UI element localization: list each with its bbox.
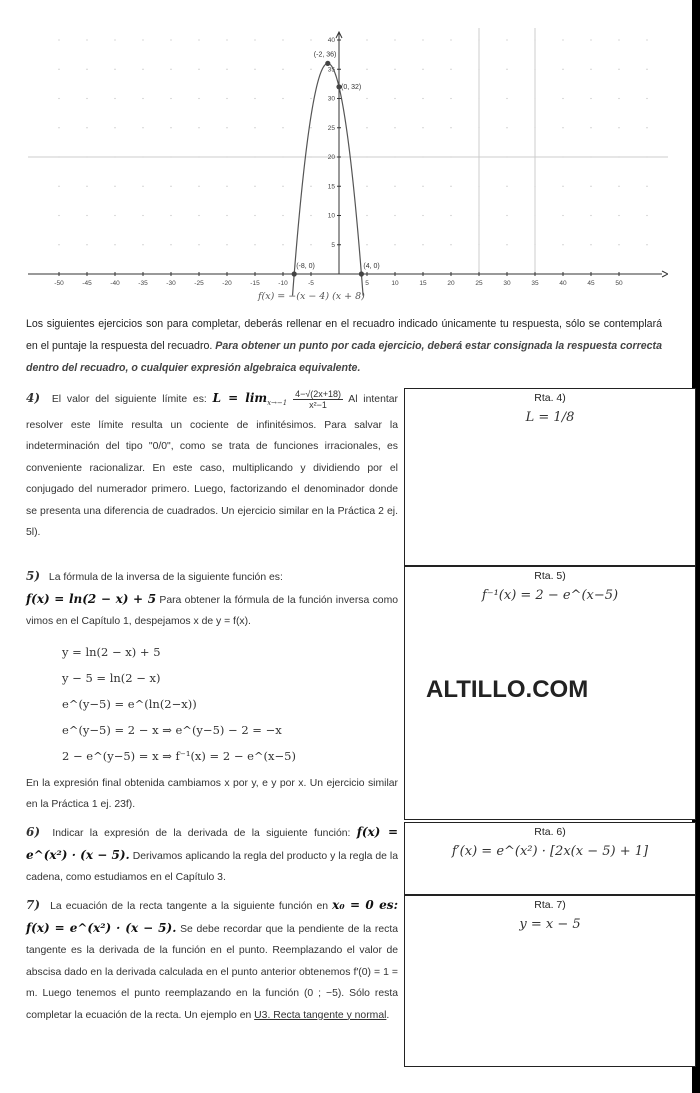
grid-dot (254, 69, 255, 70)
watermark-logo: ALTILLO.COM (426, 676, 589, 703)
x-tick-label: 25 (475, 280, 483, 287)
grid-dot (646, 69, 647, 70)
grid-dot (310, 186, 311, 187)
answer-box-6[interactable] (404, 822, 696, 895)
grid-dot (114, 69, 115, 70)
y-tick-label: 10 (327, 212, 335, 220)
y-tick-label: 20 (327, 154, 335, 161)
grid-dot (170, 39, 171, 40)
grid-dot (310, 98, 311, 99)
exercise-4-number: 4) (26, 391, 41, 405)
grid-dot (254, 244, 255, 245)
grid-dot (562, 98, 563, 99)
grid-dot (618, 98, 619, 99)
y-tick-label: 30 (327, 95, 335, 103)
grid-dot (282, 98, 283, 99)
grid-dot (58, 186, 59, 187)
grid-dot (590, 215, 591, 216)
grid-dot (58, 127, 59, 128)
x-tick-label: -40 (110, 280, 120, 287)
grid-dot (394, 98, 395, 99)
step-2: y − 5 = ln(2 − x) (62, 670, 161, 685)
grid-dot (506, 39, 507, 40)
grid-dot (366, 69, 367, 70)
grid-dot (254, 98, 255, 99)
grid-dot (114, 244, 115, 245)
grid-dot (646, 244, 647, 245)
grid-dot (226, 39, 227, 40)
x-tick-label: -15 (250, 280, 260, 287)
grid-dot (618, 39, 619, 40)
y-tick-label: 15 (327, 183, 335, 191)
grid-dot (58, 215, 59, 216)
grid-dot (590, 98, 591, 99)
grid-dot (282, 186, 283, 187)
grid-dot (422, 98, 423, 99)
x-tick-label: 35 (531, 280, 539, 287)
grid-dot (422, 186, 423, 187)
exercise-4-limit-sub: x→−1 (267, 399, 288, 408)
grid-dot (506, 186, 507, 187)
x-tick-label: -20 (222, 280, 232, 287)
exercise-5-body: Para obtener la fórmula de la función inversa como vimos en el Capítulo 1, despejamos x de y = f(x). (26, 594, 398, 627)
instructions (26, 313, 662, 379)
point-marker (325, 61, 330, 66)
grid-dot (226, 186, 227, 187)
grid-dot (282, 39, 283, 40)
grid-dot (86, 39, 87, 40)
grid-dot (394, 215, 395, 216)
grid-dot (226, 127, 227, 128)
grid-dot (58, 69, 59, 70)
exercise-5-after: En la expresión final obtenida cambiamos x por y, e y por x. Un ejercicio similar en la Práctica 1 ej. 23f). (26, 777, 398, 810)
x-tick-label: -10 (278, 280, 288, 287)
grid-dot (226, 215, 227, 216)
grid-dot (282, 215, 283, 216)
step-3: e^(y−5) = e^(ln(2−x)) (62, 696, 197, 711)
grid-dot (310, 69, 311, 70)
grid-dot (646, 98, 647, 99)
point-marker (359, 271, 364, 276)
exercise-7-number: 7) (26, 898, 41, 912)
exercise-4 (26, 388, 398, 544)
exercise-5-number: 5) (26, 569, 41, 583)
x-tick-label: -30 (166, 280, 176, 287)
exercise-7-lead: La ecuación de la recta tangente a la siguiente función en (50, 901, 333, 912)
grid-dot (366, 98, 367, 99)
grid-dot (198, 69, 199, 70)
grid-dot (422, 215, 423, 216)
exercise-4-lead: El valor del siguiente límite es: (51, 394, 213, 405)
grid-dot (450, 186, 451, 187)
grid-dot (226, 244, 227, 245)
grid-dot (394, 186, 395, 187)
x-tick-label: 10 (391, 280, 399, 287)
grid-dot (170, 244, 171, 245)
x-tick-label: -25 (194, 280, 204, 287)
grid-dot (562, 69, 563, 70)
grid-dot (86, 98, 87, 99)
exercise-5-steps (62, 639, 398, 769)
grid-dot (254, 186, 255, 187)
grid-dot (366, 215, 367, 216)
x-tick-label: 40 (559, 280, 567, 287)
step-1: y = ln(2 − x) + 5 (62, 644, 161, 659)
x-tick-label: 5 (365, 280, 369, 287)
exercise-5-lead: La fórmula de la inversa de la siguiente función es: (48, 572, 283, 583)
grid-dot (646, 127, 647, 128)
grid-dot (618, 215, 619, 216)
x-tick-label: -45 (82, 280, 92, 287)
grid-dot (282, 69, 283, 70)
grid-dot (254, 39, 255, 40)
grid-dot (394, 39, 395, 40)
exercise-6-lead: Indicar la expresión de la derivada de la siguiente función: (52, 828, 357, 839)
step-5: 2 − e^(y−5) = x ⇒ f⁻¹(x) = 2 − e^(x−5) (62, 748, 296, 763)
exercise-5-formula: f(x) = ln(2 − x) + 5 (26, 591, 157, 606)
grid-dot (198, 39, 199, 40)
grid-dot (366, 127, 367, 128)
grid-dot (310, 127, 311, 128)
x-tick-label: -35 (138, 280, 148, 287)
x-tick-label: -50 (54, 280, 64, 287)
grid-dot (450, 98, 451, 99)
x-tick-label: 50 (615, 280, 623, 287)
grid-dot (590, 186, 591, 187)
grid-dot (590, 69, 591, 70)
grid-dot (310, 215, 311, 216)
grid-dot (562, 215, 563, 216)
grid-dot (114, 186, 115, 187)
grid-dot (86, 244, 87, 245)
grid-dot (562, 127, 563, 128)
grid-dot (394, 244, 395, 245)
grid-dot (170, 98, 171, 99)
grid-dot (450, 69, 451, 70)
x-tick-label: -5 (308, 280, 314, 287)
grid-dot (422, 39, 423, 40)
instructions-text: Los siguientes ejercicios son para completar, deberás rellenar en el recuadro indicado únicamente tu respuesta, sólo se contemplará en el puntaje la respuesta del recuadro. (26, 318, 662, 352)
exercise-7-formula: x₀ = 0 es: f(x) = e^(x²) · (x − 5). (26, 898, 398, 935)
grid-dot (590, 127, 591, 128)
grid-dot (366, 39, 367, 40)
point-label: (-8, 0) (296, 263, 315, 270)
grid-dot (422, 244, 423, 245)
parabola-graph (28, 28, 668, 306)
grid-dot (114, 215, 115, 216)
grid-dot (618, 127, 619, 128)
y-tick-label: 35 (327, 66, 335, 74)
exercise-7-tail: . (386, 1009, 390, 1021)
grid-dot (86, 186, 87, 187)
grid-dot (450, 39, 451, 40)
grid-dot (450, 244, 451, 245)
grid-dot (142, 186, 143, 187)
exercise-4-fraction (293, 389, 343, 410)
grid-dot (506, 98, 507, 99)
grid-dot (506, 69, 507, 70)
y-tick-label: 25 (327, 124, 335, 132)
grid-dot (618, 244, 619, 245)
grid-dot (394, 127, 395, 128)
grid-dot (450, 215, 451, 216)
grid-dot (422, 127, 423, 128)
function-label: f(x) = −(x − 4) (x + 8) (258, 291, 365, 302)
grid-dot (366, 186, 367, 187)
fraction-numerator: 4−√(2x+18) (295, 388, 342, 399)
exercise-6-number: 6) (26, 825, 41, 839)
exercise-4-body: Al intentar resolver este límite resulta un cociente de infinitésimos. Para salvar la indeterminación del tipo "0/0", como se trata de funciones irracionales, es conveniente racionalizar. En este caso, multiplicando y dividiendo por el conjugado del numerador primero. Luego, factorizando el denominador donde se presenta una diferencia de cuadrados. Un ejercicio similar en la Práctica 2 ej. 5l). (26, 394, 398, 539)
grid-dot (142, 215, 143, 216)
grid-dot (86, 215, 87, 216)
answer-7-label: Rta. 7) (534, 899, 566, 911)
grid-dot (618, 186, 619, 187)
grid-dot (114, 98, 115, 99)
grid-dot (450, 127, 451, 128)
answer-box-7[interactable] (404, 895, 696, 1067)
exercise-7 (26, 895, 398, 1026)
grid-dot (58, 39, 59, 40)
grid-dot (646, 186, 647, 187)
grid-dot (142, 244, 143, 245)
grid-dot (590, 39, 591, 40)
exercise-7-link[interactable]: U3. Recta tangente y normal (254, 1009, 387, 1021)
answer-4-value: L = 1/8 (525, 410, 575, 425)
answer-5-label: Rta. 5) (534, 570, 566, 582)
exercise-5 (26, 566, 398, 816)
grid-dot (142, 39, 143, 40)
grid-dot (142, 98, 143, 99)
answer-6-value: f′(x) = e^(x²) · [2x(x − 5) + 1] (451, 844, 649, 859)
x-tick-label: 45 (587, 280, 595, 287)
point-label: (4, 0) (363, 263, 380, 270)
exercise-4-formula: L = lim (212, 391, 268, 405)
grid-dot (58, 98, 59, 99)
point-label: (-2, 36) (313, 51, 337, 59)
x-tick-label: 20 (447, 280, 455, 287)
grid-dot (310, 244, 311, 245)
x-tick-label: 15 (419, 280, 427, 287)
answer-5-value: f⁻¹(x) = 2 − e^(x−5) (481, 588, 619, 603)
grid-dot (58, 244, 59, 245)
grid-dot (142, 127, 143, 128)
grid-dot (310, 39, 311, 40)
grid-dot (198, 127, 199, 128)
grid-dot (170, 127, 171, 128)
grid-dot (506, 215, 507, 216)
grid-dot (114, 39, 115, 40)
grid-dot (114, 127, 115, 128)
grid-dot (170, 186, 171, 187)
grid-dot (226, 69, 227, 70)
instructions-emphasis: Para obtener un punto por cada ejercicio, deberá estar consignada la respuesta correcta dentro del recuadro, o cualquier expresión algebraica equivalente. (26, 340, 662, 374)
grid-dot (254, 127, 255, 128)
grid-dot (282, 244, 283, 245)
grid-dot (366, 244, 367, 245)
y-tick-label: 40 (327, 37, 335, 44)
answer-4-label: Rta. 4) (534, 392, 566, 404)
grid-dot (170, 69, 171, 70)
grid-dot (562, 39, 563, 40)
grid-dot (282, 127, 283, 128)
exercise-6 (26, 822, 398, 889)
grid-dot (646, 39, 647, 40)
answer-7-value: y = x − 5 (519, 917, 581, 932)
grid-dot (198, 215, 199, 216)
exercise-6-formula: f(x) = e^(x²) · (x − 5). (26, 825, 398, 862)
grid-dot (590, 244, 591, 245)
grid-dot (198, 244, 199, 245)
grid-dot (562, 244, 563, 245)
x-axis-arrow (662, 271, 668, 277)
grid-dot (198, 98, 199, 99)
point-label: (0, 32) (341, 83, 362, 91)
grid-dot (506, 127, 507, 128)
exercise-6-body: Derivamos aplicando la regla del producto y la regla de la cadena, como estudiamos en el Capítulo 3. (26, 850, 399, 883)
grid-dot (198, 186, 199, 187)
point-marker (292, 271, 297, 276)
grid-dot (646, 215, 647, 216)
grid-dot (422, 69, 423, 70)
answer-6-label: Rta. 6) (534, 826, 566, 838)
grid-dot (86, 127, 87, 128)
grid-dot (226, 98, 227, 99)
answer-box-4[interactable] (404, 388, 696, 566)
grid-dot (86, 69, 87, 70)
grid-dot (618, 69, 619, 70)
grid-dot (254, 215, 255, 216)
step-4: e^(y−5) = 2 − x ⇒ e^(y−5) − 2 = −x (62, 722, 282, 737)
fraction-denominator: x²−1 (309, 399, 327, 410)
grid-dot (170, 215, 171, 216)
grid-dot (142, 69, 143, 70)
grid-dot (394, 69, 395, 70)
grid-dot (506, 244, 507, 245)
y-tick-label: 5 (331, 241, 335, 249)
grid-dot (562, 186, 563, 187)
exercise-7-body: Se debe recordar que la pendiente de la recta tangente es la derivada de la función en el punto. Reemplazando el valor de abscisa dado en la derivada calculada en el punto anterior obtenemos f′(0) = 1 = m. Luego tenemos el punto reemplazando en la función (0 ; −5). Sólo resta completar la ecuación de la recta. Un ejemplo en (26, 923, 398, 1021)
x-tick-label: 30 (503, 280, 511, 287)
